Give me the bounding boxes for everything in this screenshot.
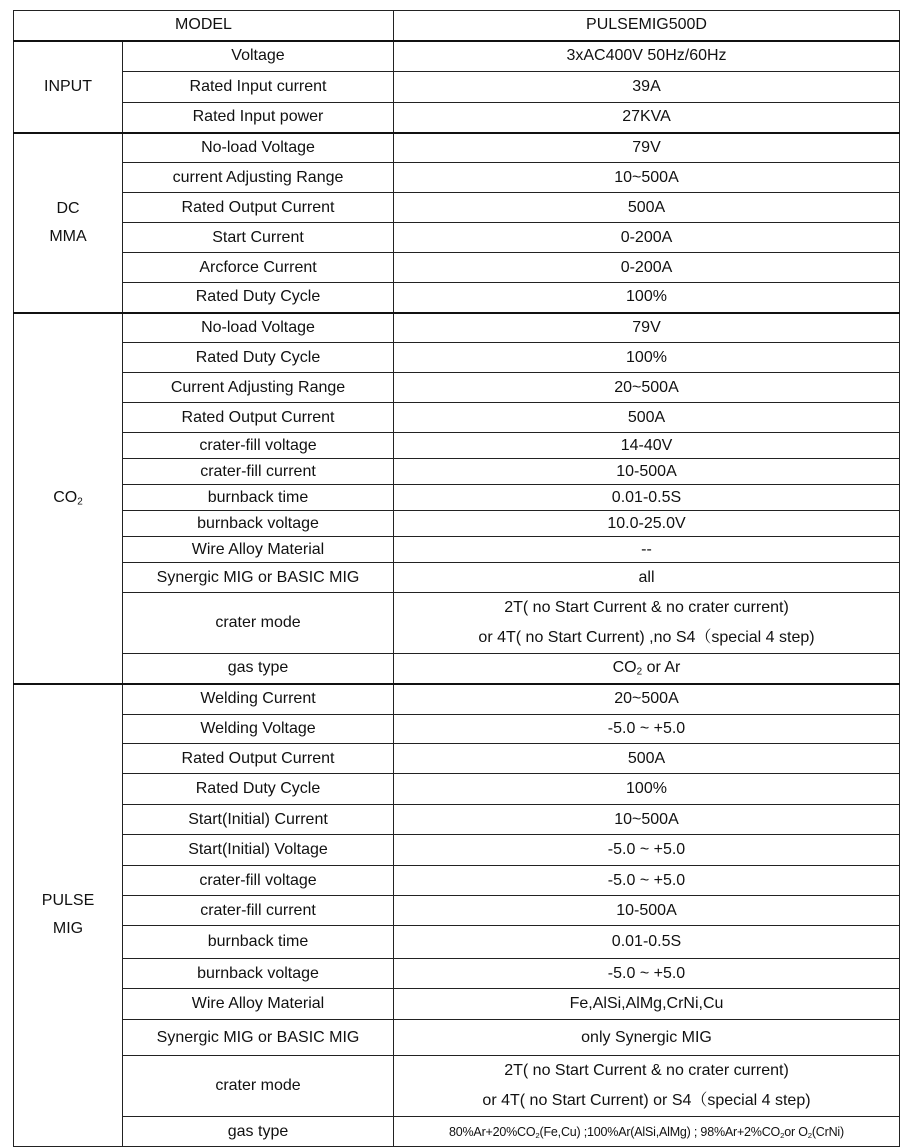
section-name-line: $CO_2$ [53, 489, 83, 508]
param-label: No-load Voltage [123, 313, 394, 343]
param-value: 14-40V [394, 433, 900, 459]
spec-row [14, 805, 900, 835]
spec-row [14, 715, 900, 744]
param-label: burnback voltage [123, 959, 394, 989]
section-name [14, 313, 123, 684]
spec-row [14, 373, 900, 403]
param-label: Welding Voltage [123, 715, 394, 744]
param-value: all [394, 563, 900, 593]
param-label: Wire Alloy Material [123, 537, 394, 563]
section-name-line: INPUT [44, 77, 92, 95]
param-label: Rated Duty Cycle [123, 774, 394, 805]
param-value: 100% [394, 283, 900, 313]
param-label: crater-fill current [123, 896, 394, 926]
param-label: crater mode [123, 1056, 394, 1117]
spec-row [14, 163, 900, 193]
param-label: burnback time [123, 926, 394, 959]
spec-row [14, 459, 900, 485]
spec-row [14, 41, 900, 72]
param-label: burnback voltage [123, 511, 394, 537]
section-name-line: MIG [52, 920, 84, 938]
param-label: Wire Alloy Material [123, 989, 394, 1020]
spec-row [14, 193, 900, 223]
param-value: 0-200A [394, 253, 900, 283]
param-label: crater-fill voltage [123, 866, 394, 896]
param-value-line: or 4T( no Start Current) ,no S4（special 4 step) [478, 629, 815, 646]
param-label: Start Current [123, 223, 394, 253]
param-label: gas type [123, 1117, 394, 1147]
spec-row [14, 989, 900, 1020]
spec-row [14, 774, 900, 805]
spec-table-body [14, 11, 900, 1147]
param-value: 500A [394, 193, 900, 223]
spec-row [14, 654, 900, 684]
param-label: Start(Initial) Voltage [123, 835, 394, 866]
param-label: Synergic MIG or BASIC MIG [123, 1020, 394, 1056]
param-label: Rated Duty Cycle [123, 343, 394, 373]
section-name-line: MMA [49, 227, 87, 245]
spec-row [14, 684, 900, 715]
param-label: crater mode [123, 593, 394, 654]
param-value [394, 593, 900, 654]
spec-row [14, 926, 900, 959]
param-value: $CO_2$ or Ar [394, 654, 900, 684]
param-value: 100% [394, 343, 900, 373]
param-value: 0.01-0.5S [394, 485, 900, 511]
param-value: 10-500A [394, 459, 900, 485]
param-label: Rated Duty Cycle [123, 283, 394, 313]
param-label: Rated Output Current [123, 403, 394, 433]
spec-table [13, 10, 900, 1147]
param-label: current Adjusting Range [123, 163, 394, 193]
spec-row [14, 537, 900, 563]
spec-row [14, 959, 900, 989]
param-value: 79V [394, 313, 900, 343]
spec-row [14, 593, 900, 654]
spec-row [14, 866, 900, 896]
param-value: 10.0-25.0V [394, 511, 900, 537]
model-value: PULSEMIG500D [394, 11, 900, 41]
param-label: crater-fill voltage [123, 433, 394, 459]
spec-row [14, 1020, 900, 1056]
spec-row [14, 1117, 900, 1147]
param-value [394, 1056, 900, 1117]
spec-row [14, 896, 900, 926]
param-value-line: 2T( no Start Current & no crater current) [504, 1062, 789, 1079]
param-label: No-load Voltage [123, 133, 394, 163]
param-label: burnback time [123, 485, 394, 511]
param-value: $80\%Ar+20\%CO_2(Fe,Cu)$ ;100%Ar(AlSi,AlMg) ; $98\%Ar+2\%CO_2or$ $O_2(CrNi)$ [394, 1117, 900, 1147]
param-label: Arcforce Current [123, 253, 394, 283]
param-value: 500A [394, 744, 900, 774]
section-name [14, 41, 123, 133]
model-label: MODEL [14, 11, 394, 41]
spec-row [14, 103, 900, 133]
param-value: 500A [394, 403, 900, 433]
spec-row [14, 223, 900, 253]
param-label: Voltage [123, 41, 394, 72]
param-value: -5.0 ~ +5.0 [394, 866, 900, 896]
param-value: 10~500A [394, 805, 900, 835]
param-value: 10-500A [394, 896, 900, 926]
param-value: -5.0 ~ +5.0 [394, 715, 900, 744]
spec-row [14, 253, 900, 283]
param-label: Rated Output Current [123, 744, 394, 774]
spec-row [14, 283, 900, 313]
spec-row [14, 835, 900, 866]
param-value: 39A [394, 72, 900, 103]
param-label: Synergic MIG or BASIC MIG [123, 563, 394, 593]
param-label: Start(Initial) Current [123, 805, 394, 835]
spec-row [14, 563, 900, 593]
param-label: crater-fill current [123, 459, 394, 485]
section-name-line: DC [56, 199, 80, 217]
spec-row [14, 133, 900, 163]
section-name [14, 684, 123, 1147]
spec-row [14, 485, 900, 511]
section-name-line: PULSE [41, 892, 95, 910]
param-value: only Synergic MIG [394, 1020, 900, 1056]
param-value: 0.01-0.5S [394, 926, 900, 959]
param-value: 79V [394, 133, 900, 163]
header-row [14, 11, 900, 41]
spec-row [14, 403, 900, 433]
param-value: 3xAC400V 50Hz/60Hz [394, 41, 900, 72]
param-value: -5.0 ~ +5.0 [394, 835, 900, 866]
param-label: Rated Output Current [123, 193, 394, 223]
param-value-line: or 4T( no Start Current) or S4（special 4 step) [482, 1092, 811, 1109]
param-value: 10~500A [394, 163, 900, 193]
spec-row [14, 343, 900, 373]
param-value: -5.0 ~ +5.0 [394, 959, 900, 989]
param-value: 0-200A [394, 223, 900, 253]
spec-row [14, 511, 900, 537]
param-label: gas type [123, 654, 394, 684]
param-value: Fe,AlSi,AlMg,CrNi,Cu [394, 989, 900, 1020]
spec-row [14, 744, 900, 774]
param-value: 100% [394, 774, 900, 805]
param-value: -- [394, 537, 900, 563]
param-label: Rated Input current [123, 72, 394, 103]
spec-row [14, 1056, 900, 1117]
spec-row [14, 313, 900, 343]
param-label: Rated Input power [123, 103, 394, 133]
param-label: Current Adjusting Range [123, 373, 394, 403]
param-value: 20~500A [394, 373, 900, 403]
section-name [14, 133, 123, 313]
param-label: Welding Current [123, 684, 394, 715]
param-value: 20~500A [394, 684, 900, 715]
param-value-line: 2T( no Start Current & no crater current) [504, 599, 789, 616]
spec-row [14, 433, 900, 459]
spec-row [14, 72, 900, 103]
param-value: 27KVA [394, 103, 900, 133]
